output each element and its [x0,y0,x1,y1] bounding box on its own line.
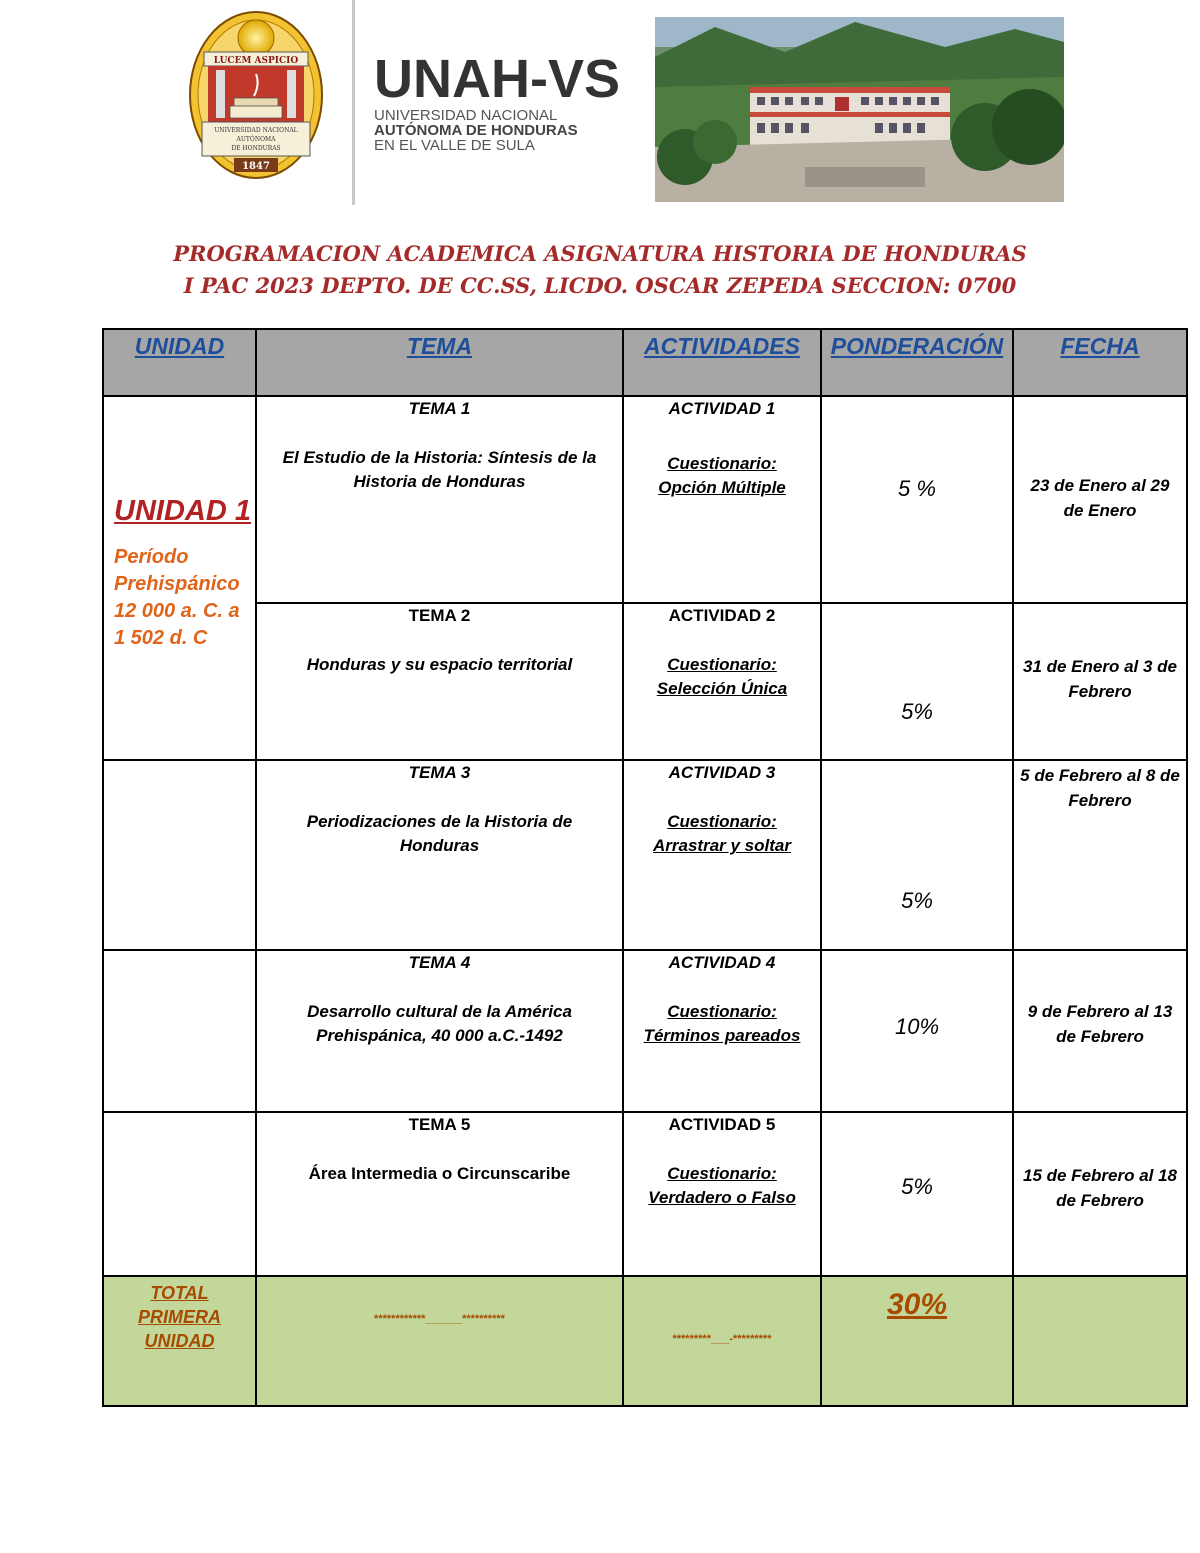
svg-text:LUCEM ASPICIO: LUCEM ASPICIO [213,56,299,66]
ponderacion-cell [821,396,1013,603]
total-tema-filler: ************______********** [374,1313,505,1325]
ponderacion-cell [821,950,1013,1112]
cuestionario-type: Arrastrar y soltar [653,836,791,855]
tema-cell [256,950,623,1112]
cuestionario-label: Cuestionario: [667,1002,777,1021]
actividad-label: ACTIVIDAD 2 [668,606,776,625]
unah-vs-wordmark [374,49,654,154]
actividad-cell [623,760,821,950]
actividad-cell [623,396,821,603]
tema-cell [256,603,623,760]
header-tema: TEMA [256,329,623,396]
actividad-label: ACTIVIDAD 3 [668,763,776,782]
total-actividad-cell [623,1276,821,1406]
header-ponderacion: PONDERACIÓN [821,329,1013,396]
total-actividad-filler: *********___-********* [672,1333,772,1345]
header-divider [352,0,355,205]
unit-title: UNIDAD 1 [114,495,251,527]
tema-label: TEMA 5 [408,1115,471,1134]
ponderacion-cell [821,603,1013,760]
fecha-value: 31 de Enero al 3 de Febrero [1022,657,1177,701]
cuestionario-label: Cuestionario: [667,454,777,473]
table-row [103,760,1187,950]
fecha-cell [1013,950,1187,1112]
unit-period-line-4: 1 502 d. C [114,627,208,649]
table-row [103,396,1187,603]
total-row [103,1276,1187,1406]
document-title [0,238,1200,302]
svg-text:DE HONDURAS: DE HONDURAS [231,145,281,152]
total-fecha-cell [1013,1276,1187,1406]
fecha-cell [1013,396,1187,603]
svg-text:AUTÓNOMA: AUTÓNOMA [236,136,276,143]
actividad-label: ACTIVIDAD 1 [668,399,776,418]
brand-name: UNAH-VS [374,49,621,109]
tema-label: TEMA 1 [408,399,471,418]
ponderacion-cell [821,1112,1013,1276]
tema-cell [256,760,623,950]
title-line-2: I PAC 2023 DEPTO. DE CC.SS, LICDO. OSCAR ZEPEDA SECCION: 0700 [183,273,1017,298]
fecha-cell [1013,760,1187,950]
table-row [103,603,1187,760]
total-label-cell [103,1276,256,1406]
header-fecha: FECHA [1013,329,1187,396]
unit-period-line-3: 12 000 a. C. a [114,600,240,622]
schedule-table [102,328,1188,1407]
ponderacion-value: 5% [901,888,933,913]
ponderacion-cell [821,760,1013,950]
ponderacion-value: 5% [901,1174,933,1199]
actividad-cell [623,1112,821,1276]
cuestionario-type: Selección Única [656,679,788,698]
actividad-label: ACTIVIDAD 5 [668,1115,776,1134]
total-tema-cell [256,1276,623,1406]
total-ponderacion-value: 30% [886,1288,948,1321]
tema-label: TEMA 2 [408,606,471,625]
total-label-line-2: PRIMERA [137,1307,221,1327]
cuestionario-label: Cuestionario: [667,1164,777,1183]
fecha-value: 15 de Febrero al 18 de Febrero [1022,1166,1178,1210]
cuestionario-type: Términos pareados [643,1026,801,1045]
actividad-cell [623,603,821,760]
brand-line-2: AUTÓNOMA DE HONDURAS [374,122,578,139]
header-unidad: UNIDAD [103,329,256,396]
tema-description: Área Intermedia o Circunscaribe [308,1164,571,1183]
cuestionario-label: Cuestionario: [667,655,777,674]
header-actividades: ACTIVIDADES [623,329,821,396]
ponderacion-value: 10% [894,1014,940,1039]
table-row [103,950,1187,1112]
total-label-line-1: TOTAL [150,1283,209,1303]
title-line-1: PROGRAMACION ACADEMICA ASIGNATURA HISTORIA DE HONDURAS [173,241,1027,266]
tema-description: Honduras y su espacio territorial [306,655,573,674]
brand-line-3: EN EL VALLE DE SULA [374,137,535,154]
unit-cell-empty [103,1112,256,1276]
total-ponderacion-cell [821,1276,1013,1406]
total-label-line-3: UNIDAD [144,1331,215,1351]
table-header-row [103,329,1187,396]
fecha-value: 9 de Febrero al 13 de Febrero [1027,1002,1173,1046]
tema-description: Desarrollo cultural de la América Prehispánica, 40 000 a.C.-1492 [307,1002,572,1045]
fecha-value: 23 de Enero al 29 de Enero [1030,476,1170,520]
unit-cell-empty [103,950,256,1112]
ponderacion-value: 5% [901,699,933,724]
tema-label: TEMA 3 [408,763,471,782]
cuestionario-type: Opción Múltiple [658,478,786,497]
tema-label: TEMA 4 [408,953,471,972]
tema-cell [256,1112,623,1276]
fecha-value: 5 de Febrero al 8 de Febrero [1020,766,1180,810]
fecha-cell [1013,603,1187,760]
unit-period-line-1: Período [114,546,189,568]
table-row [103,1112,1187,1276]
ponderacion-value: 5 % [898,476,936,501]
brand-line-1: UNIVERSIDAD NACIONAL [374,107,558,124]
svg-text:1847: 1847 [242,161,270,172]
actividad-label: ACTIVIDAD 4 [668,953,776,972]
svg-text:UNIVERSIDAD NACIONAL: UNIVERSIDAD NACIONAL [214,127,298,134]
total-label [104,1277,255,1353]
unit-cell-empty [103,760,256,950]
unit-period-line-2: Prehispánico [114,573,240,595]
fecha-cell [1013,1112,1187,1276]
tema-description: El Estudio de la Historia: Síntesis de la Historia de Honduras [282,448,597,491]
cuestionario-type: Verdadero o Falso [648,1188,796,1207]
tema-description: Periodizaciones de la Historia de Honduras [306,812,573,855]
actividad-cell [623,950,821,1112]
unit-period [104,544,255,652]
cuestionario-label: Cuestionario: [667,812,777,831]
tema-cell [256,396,623,603]
unit-cell [103,396,256,760]
campus-photo [655,17,1064,202]
unah-seal-logo [188,10,324,180]
